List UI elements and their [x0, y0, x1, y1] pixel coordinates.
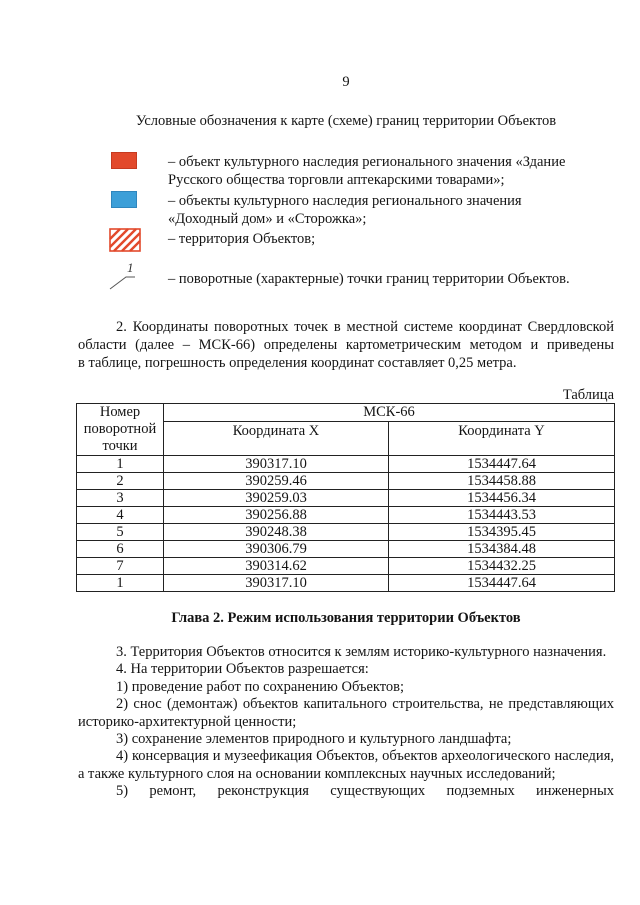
red-area-swatch-icon [111, 152, 137, 169]
header-point-number: Номер поворотной точки [77, 404, 164, 456]
legend-item-turning-points [168, 270, 614, 288]
chapter-title: Глава 2. Режим использования территории Объектов [171, 610, 521, 626]
coordinates-paragraph [78, 318, 614, 372]
legend-item-cultural-heritage-objects [168, 192, 614, 228]
list-item-line: 5) ремонт, реконструкция существующих подземных инженерных [116, 783, 614, 800]
table-cell-point: 1 [77, 456, 164, 473]
header-coordinate-y: Координата Y [389, 422, 615, 456]
legend-text-line: – поворотные (характерные) точки границ территории Объектов. [168, 271, 570, 287]
hatched-area-swatch-icon [109, 228, 141, 252]
table-row [77, 575, 615, 592]
table-cell-x: 390317.10 [164, 456, 389, 473]
table-row [77, 456, 615, 473]
table-cell-x: 390248.38 [164, 524, 389, 541]
legend-item-cultural-heritage-building [168, 153, 614, 189]
paragraph-line: в таблице, погрешность определения координат составляет 0,25 метра. [78, 355, 517, 371]
table-cell-x: 390306.79 [164, 541, 389, 558]
legend-text-line: – территория Объектов; [168, 231, 316, 247]
table-row [77, 507, 615, 524]
table-cell-y: 1534395.45 [389, 524, 615, 541]
paragraph-line: 4. На территории Объектов разрешается: [116, 661, 369, 678]
table-cell-y: 1534447.64 [389, 456, 615, 473]
chapter-body [78, 644, 614, 801]
table-cell-point: 3 [77, 490, 164, 507]
list-item-line: а также культурного слоя на основании комплексных научных исследований; [78, 765, 556, 782]
table-cell-point: 1 [77, 575, 164, 592]
table-cell-point: 6 [77, 541, 164, 558]
table-cell-x: 390317.10 [164, 575, 389, 592]
legend-title: Условные обозначения к карте (схеме) границ территории Объектов [135, 113, 557, 129]
header-coordinate-system: МСК-66 [164, 404, 615, 422]
paragraph-line: 3. Территория Объектов относится к землям историко-культурного назначения. [116, 644, 607, 660]
header-coordinate-x: Координата X [164, 422, 389, 456]
table-row [77, 558, 615, 575]
legend-text-line: – объекты культурного наследия регионального значения [168, 193, 522, 209]
table-row [77, 473, 615, 490]
table-row [77, 541, 615, 558]
table-cell-y: 1534443.53 [389, 507, 615, 524]
table-cell-x: 390256.88 [164, 507, 389, 524]
turning-point-label: 1 [127, 260, 134, 275]
legend-text-line: «Доходный дом» и «Сторожка»; [168, 211, 367, 227]
paragraph-line: 2. Координаты поворотных точек в местной системе координат Свердловской [116, 319, 614, 335]
table-cell-point: 5 [77, 524, 164, 541]
table-cell-y: 1534447.64 [389, 575, 615, 592]
blue-area-swatch-icon [111, 191, 137, 208]
paragraph-line: области (далее – МСК-66) определены картометрическим методом и приведены [78, 337, 614, 353]
table-cell-x: 390314.62 [164, 558, 389, 575]
legend-text-line: Русского общества торговли аптекарскими товарами»; [168, 172, 505, 188]
coordinates-table [76, 403, 615, 592]
list-item-line: 2) снос (демонтаж) объектов капитального строительства, не представляющих [116, 696, 614, 713]
legend-text-line: – объект культурного наследия регионального значения «Здание [168, 154, 566, 170]
table-cell-y: 1534384.48 [389, 541, 615, 558]
table-cell-point: 2 [77, 473, 164, 490]
legend-item-territory [168, 230, 614, 248]
list-item-line: историко-архитектурной ценности; [78, 713, 297, 730]
table-row [77, 524, 615, 541]
table-row [77, 490, 615, 507]
table-cell-y: 1534456.34 [389, 490, 615, 507]
table-cell-x: 390259.46 [164, 473, 389, 490]
table-caption: Таблица [562, 387, 614, 403]
table-cell-y: 1534458.88 [389, 473, 615, 490]
list-item-line: 3) сохранение элементов природного и культурного ландшафта; [116, 731, 512, 748]
table-header-row [77, 404, 615, 422]
table-cell-y: 1534432.25 [389, 558, 615, 575]
turning-point-icon [108, 262, 140, 292]
list-item-line: 4) консервация и музеефикация Объектов, объектов археологического наследия, [116, 748, 614, 765]
table-cell-x: 390259.03 [164, 490, 389, 507]
page-number: 9 [342, 74, 350, 90]
table-cell-point: 4 [77, 507, 164, 524]
table-cell-point: 7 [77, 558, 164, 575]
list-item-line: 1) проведение работ по сохранению Объектов; [116, 678, 405, 695]
